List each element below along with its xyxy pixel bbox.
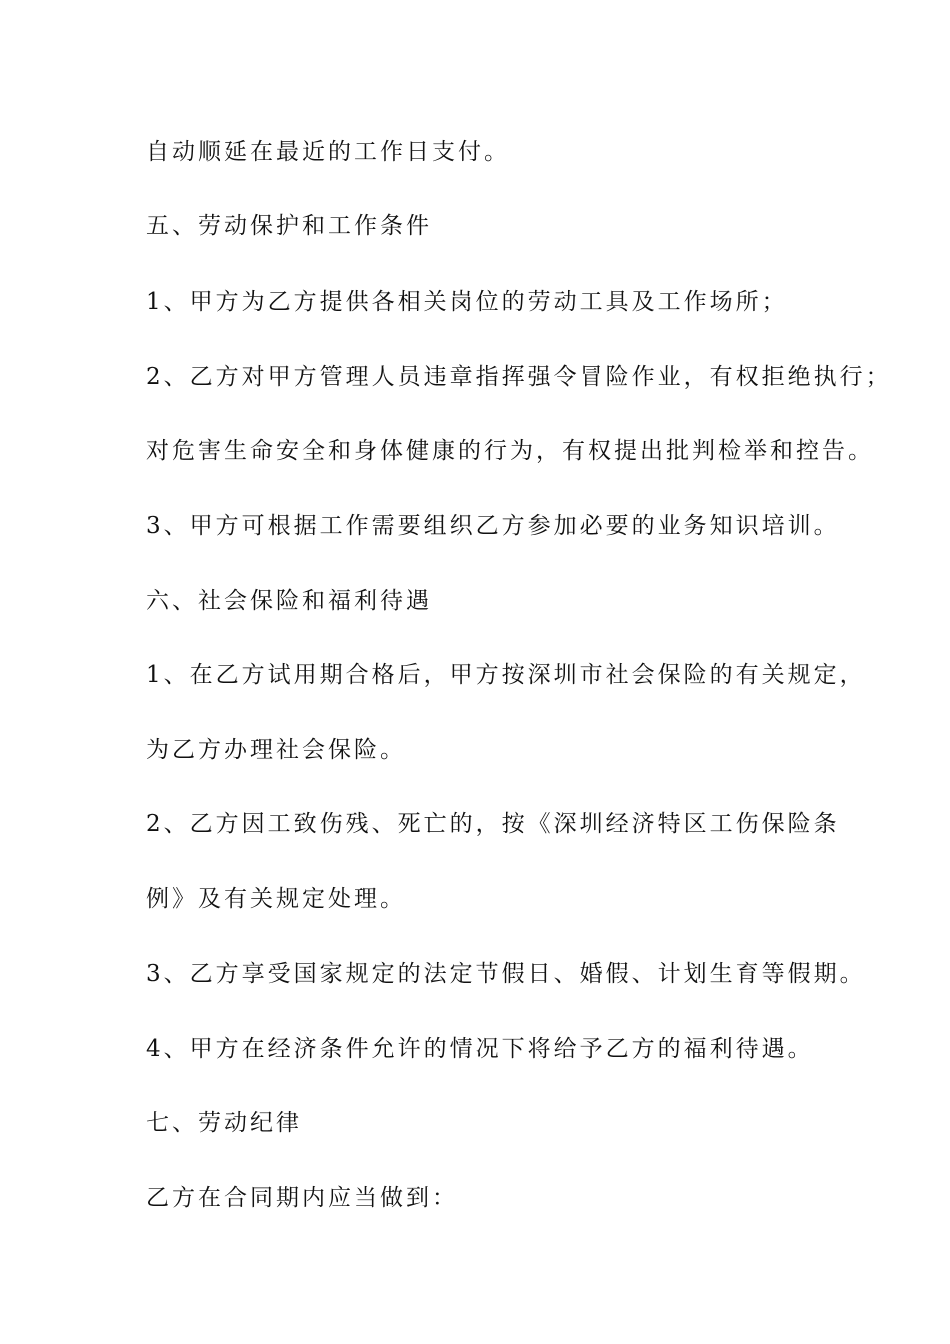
paragraph-line: 对危害生命安全和身体健康的行为，有权提出批判检举和控告。: [146, 438, 874, 464]
section-heading: 五、劳动保护和工作条件: [146, 213, 432, 239]
paragraph-line: 1、在乙方试用期合格后，甲方按深圳市社会保险的有关规定，: [146, 662, 866, 688]
section-heading: 六、社会保险和福利待遇: [146, 588, 432, 614]
paragraph-line: 1、甲方为乙方提供各相关岗位的劳动工具及工作场所；: [146, 289, 788, 315]
paragraph-line: 例》及有关规定处理。: [146, 886, 406, 912]
paragraph-line: 自动顺延在最近的工作日支付。: [146, 139, 510, 165]
paragraph-line: 乙方在合同期内应当做到：: [146, 1185, 458, 1211]
paragraph-line: 2、乙方因工致伤残、死亡的，按《深圳经济特区工伤保险条: [146, 811, 840, 837]
paragraph-line: 2、乙方对甲方管理人员违章指挥强令冒险作业，有权拒绝执行；: [146, 364, 892, 390]
paragraph-line: 3、乙方享受国家规定的法定节假日、婚假、计划生育等假期。: [146, 961, 866, 987]
section-heading: 七、劳动纪律: [146, 1110, 302, 1136]
paragraph-line: 3、甲方可根据工作需要组织乙方参加必要的业务知识培训。: [146, 513, 840, 539]
paragraph-line: 4、甲方在经济条件允许的情况下将给予乙方的福利待遇。: [146, 1036, 814, 1062]
paragraph-line: 为乙方办理社会保险。: [146, 737, 406, 763]
